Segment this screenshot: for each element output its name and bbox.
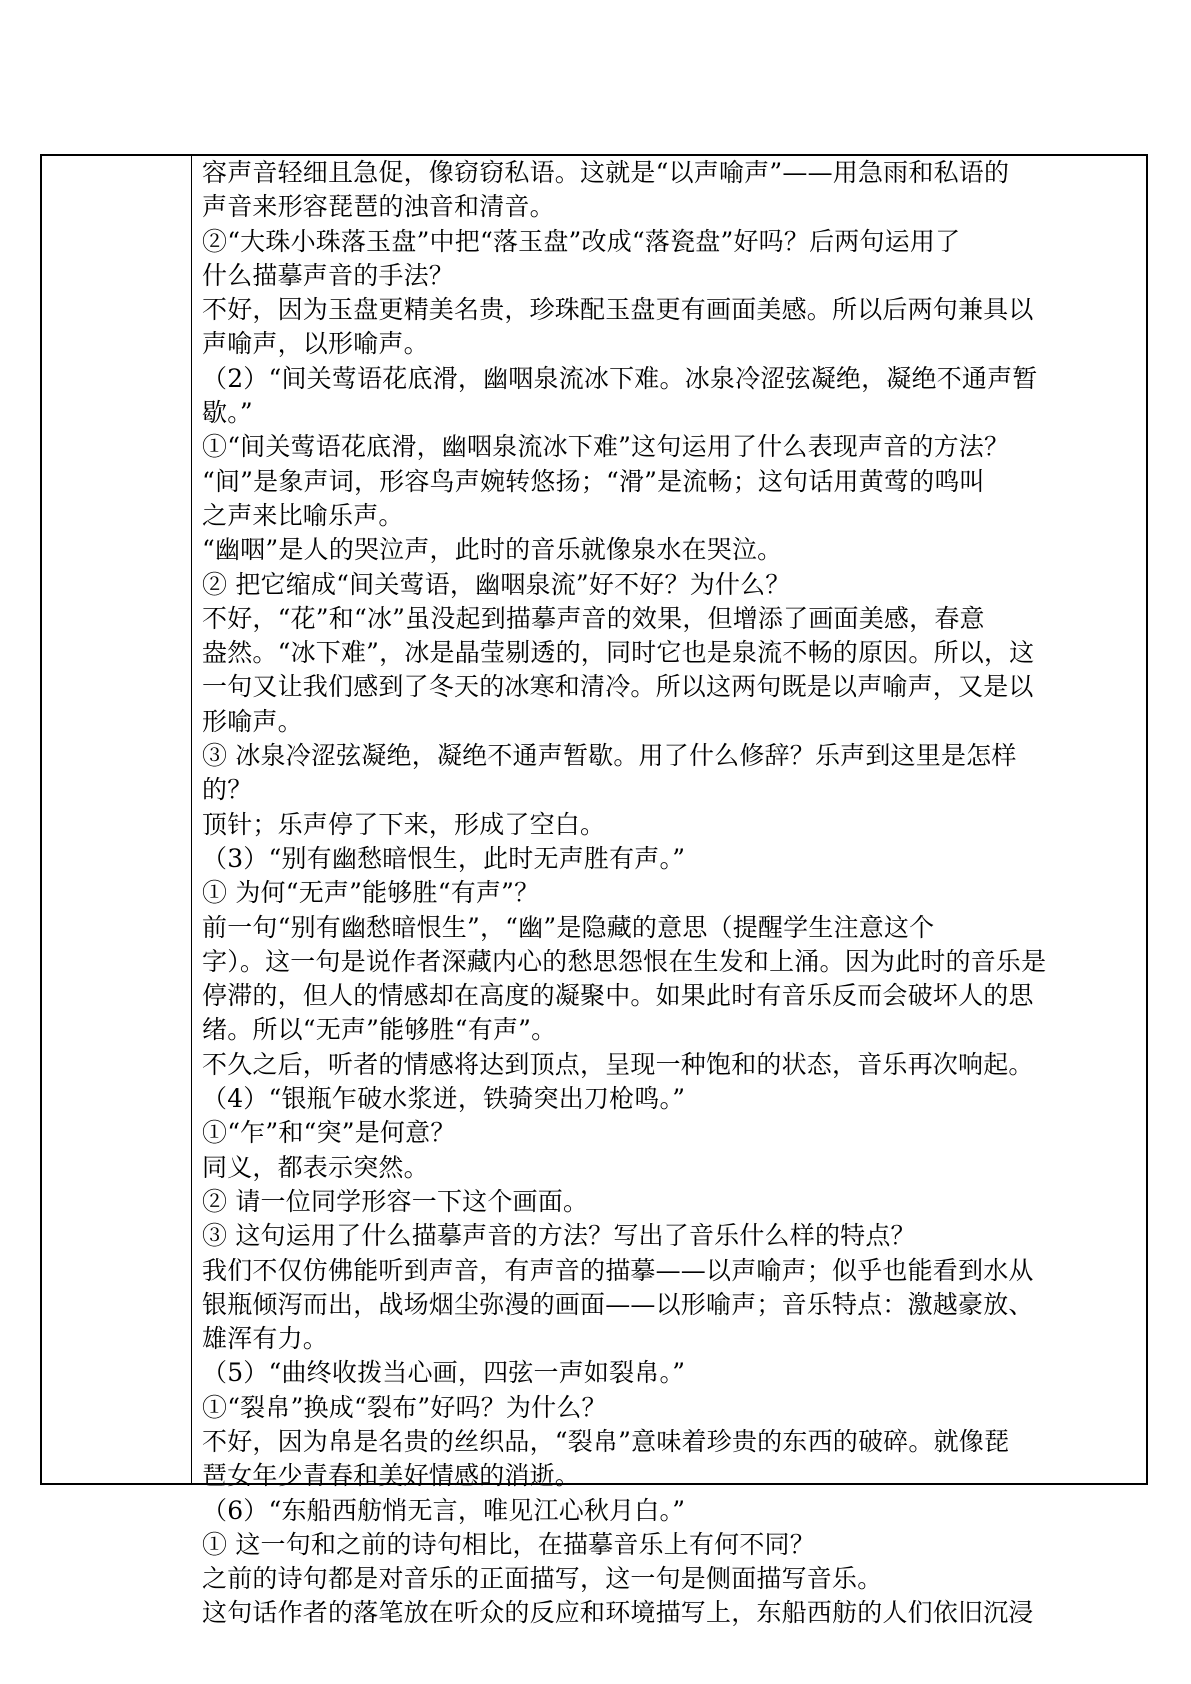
text-line: 不久之后，听者的情感将达到顶点，呈现一种饱和的状态，音乐再次响起。 [202, 1049, 1034, 1079]
text-line: 不好，“花”和“冰”虽没起到描摹声音的效果，但增添了画面美感，春意 [202, 603, 985, 633]
text-line: 绪。所以“无声”能够胜“有声”。 [202, 1015, 557, 1045]
text-line: “间”是象声词，形容鸟声婉转悠扬；“滑”是流畅；这句话用黄莺的鸣叫 [202, 466, 985, 496]
text-line: ①“间关莺语花底滑，幽咽泉流冰下难”这句运用了什么表现声音的方法？ [202, 432, 1010, 462]
text-line: 什么描摹声音的手法？ [202, 260, 455, 290]
lesson-content-cell [192, 156, 1146, 1628]
text-line: ② 把它缩成“间关莺语，幽咽泉流”好不好？为什么？ [202, 569, 791, 599]
text-line: 同义，都表示突然。 [202, 1152, 429, 1182]
text-line: （4）“银瓶乍破水浆迸，铁骑突出刀枪鸣。” [202, 1084, 686, 1114]
text-line: ③ 冰泉冷涩弦凝绝，凝绝不通声暂歇。用了什么修辞？乐声到这里是怎样 [202, 741, 1017, 771]
text-line: （2）“间关莺语花底滑，幽咽泉流冰下难。冰泉冷涩弦凝绝，凝绝不通声暂 [202, 363, 1038, 393]
lesson-table [40, 154, 1148, 1628]
text-line: 不好，因为帛是名贵的丝织品，“裂帛”意味着珍贵的东西的破碎。就像琵 [202, 1426, 1010, 1456]
text-line: “幽咽”是人的哭泣声，此时的音乐就像泉水在哭泣。 [202, 535, 783, 565]
text-line: 顶针；乐声停了下来，形成了空白。 [202, 809, 606, 839]
text-line: 容声音轻细且急促，像窃窃私语。这就是“以声喻声”——用急雨和私语的 [202, 158, 1010, 187]
text-line: ② 请一位同学形容一下这个画面。 [202, 1186, 589, 1216]
text-line: 之声来比喻乐声。 [202, 500, 404, 530]
text-line: ③ 这句运用了什么描摹声音的方法？写出了音乐什么样的特点？ [202, 1221, 916, 1251]
text-line: 歇。” [202, 398, 253, 428]
text-line: 之前的诗句都是对音乐的正面描写，这一句是侧面描写音乐。 [202, 1564, 883, 1594]
text-line: 声音来形容琵琶的浊音和清音。 [202, 192, 555, 222]
text-line: 不好，因为玉盘更精美名贵，珍珠配玉盘更有画面美感。所以后两句兼具以 [202, 295, 1034, 325]
text-line: 一句又让我们感到了冬天的冰寒和清冷。所以这两句既是以声喻声，又是以 [202, 672, 1034, 702]
text-line: 形喻声。 [202, 706, 303, 736]
text-line: ① 这一句和之前的诗句相比，在描摹音乐上有何不同？ [202, 1529, 815, 1559]
text-line: 停滞的，但人的情感却在高度的凝聚中。如果此时有音乐反而会破坏人的思 [202, 981, 1034, 1011]
text-line: 我们不仅仿佛能听到声音，有声音的描摹——以声喻声；似乎也能看到水从 [202, 1255, 1034, 1285]
text-line: ①“裂帛”换成“裂布”好吗？为什么？ [202, 1392, 607, 1422]
text-line: （5）“曲终收拨当心画，四弦一声如裂帛。” [202, 1358, 686, 1388]
text-line: 的？ [202, 775, 253, 805]
text-line: ②“大珠小珠落玉盘”中把“落玉盘”改成“落瓷盘”好吗？后两句运用了 [202, 226, 961, 256]
text-line: 琶女年少青春和美好情感的消逝。 [202, 1461, 581, 1491]
text-line: （6）“东船西舫悄无言，唯见江心秋月白。” [202, 1495, 686, 1525]
text-line: 声喻声，以形喻声。 [202, 329, 429, 359]
text-line: 银瓶倾泻而出，战场烟尘弥漫的画面——以形喻声；音乐特点：激越豪放、 [202, 1289, 1034, 1319]
text-line: ①“乍”和“突”是何意？ [202, 1118, 456, 1148]
text-line: 盎然。“冰下难”，冰是晶莹剔透的，同时它也是泉流不畅的原因。所以，这 [202, 638, 1035, 668]
text-line: 字）。这一句是说作者深藏内心的愁思怨恨在生发和上涌。因为此时的音乐是 [202, 946, 1047, 976]
text-line: ① 为何“无声”能够胜“有声”？ [202, 878, 540, 908]
text-line: 这句话作者的落笔放在听众的反应和环境描写上，东船西舫的人们依旧沉浸 [202, 1598, 1034, 1628]
text-line: （3）“别有幽愁暗恨生，此时无声胜有声。” [202, 843, 686, 873]
text-line: 前一句“别有幽愁暗恨生”，“幽”是隐藏的意思（提醒学生注意这个 [202, 912, 935, 942]
left-column-cell [42, 156, 192, 1483]
text-line: 雄浑有力。 [202, 1324, 329, 1354]
